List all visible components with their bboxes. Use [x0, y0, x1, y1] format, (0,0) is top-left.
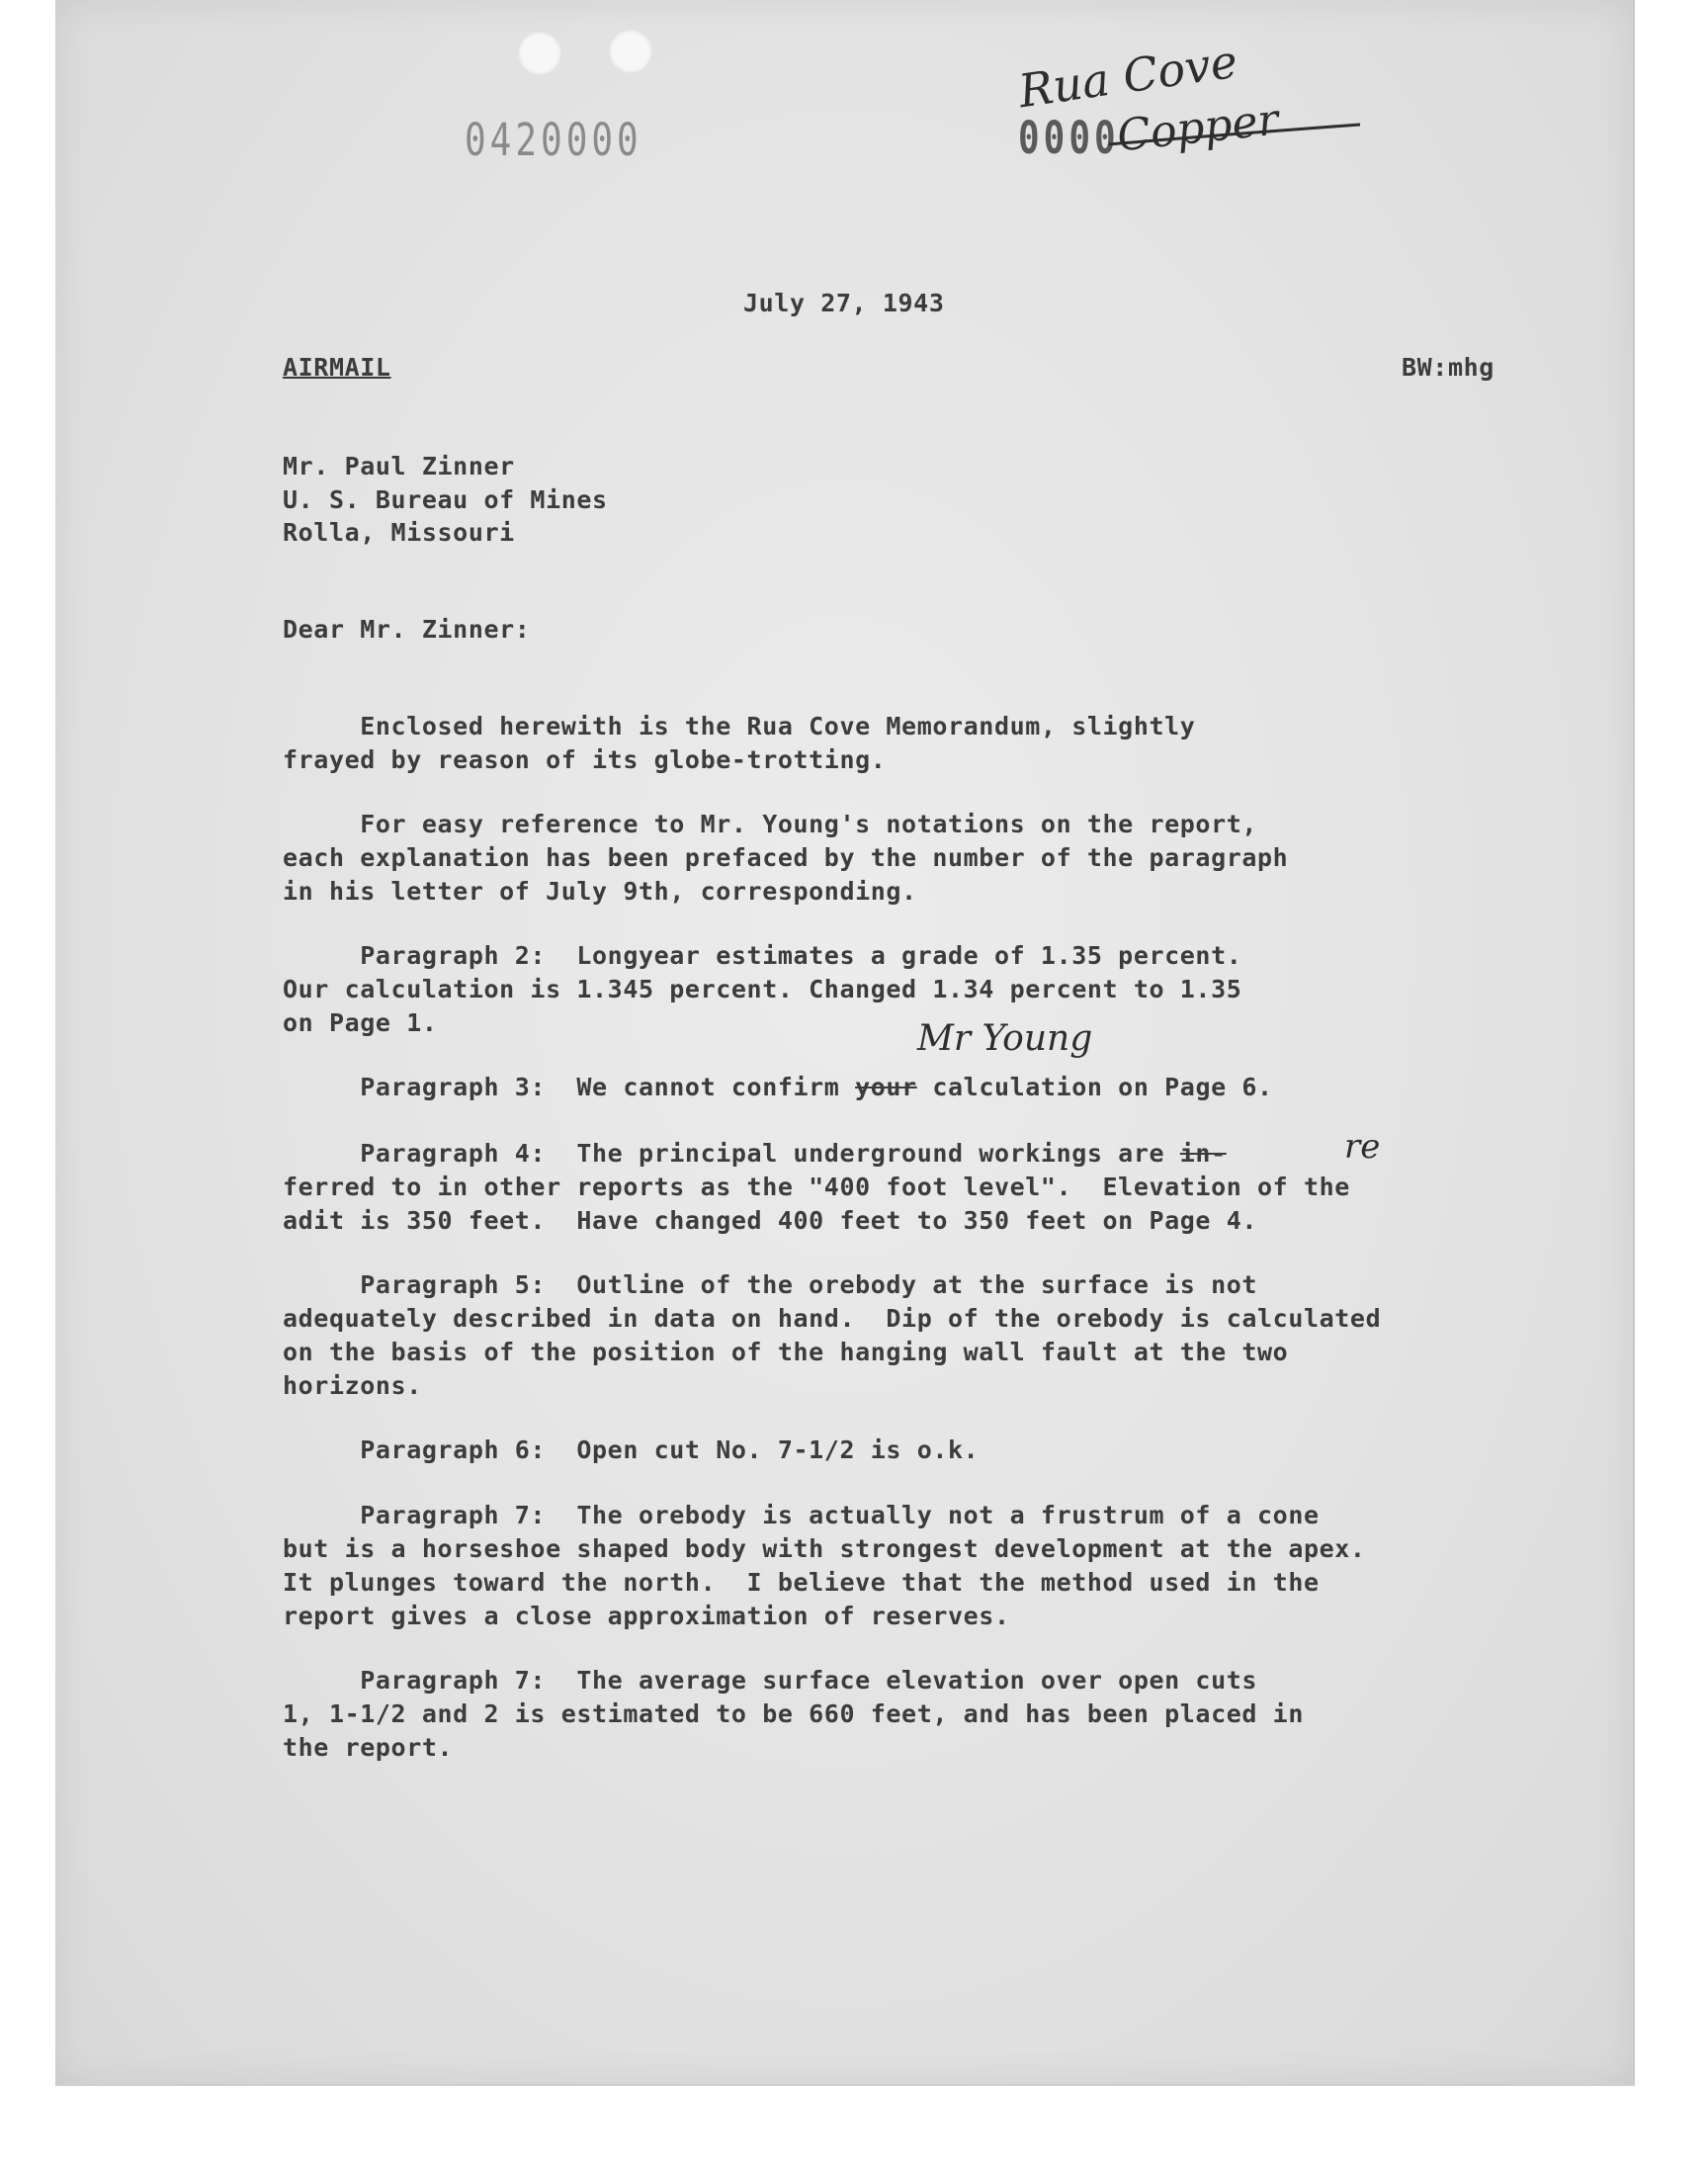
body-line: the report. [283, 1733, 454, 1762]
struck-text: your [855, 1073, 917, 1101]
body-line: Paragraph 2: Longyear estimates a grade of 1.35 percent. [283, 941, 1242, 970]
body-line: in his letter of July 9th, corresponding. [283, 877, 917, 906]
body-line: frayed by reason of its globe-trotting. [283, 745, 887, 774]
body-line: Paragraph 7: The orebody is actually not a frustrum of a cone [283, 1501, 1320, 1529]
body-line: adequately described in data on hand. Dip of the orebody is calculated [283, 1304, 1382, 1333]
body-line: ferred to in other reports as the "400 foot level". Elevation of the [283, 1173, 1350, 1201]
file-number-stamp: 0420000 [465, 115, 642, 167]
body-text: calculation on Page 6. [916, 1073, 1273, 1101]
body-line: adit is 350 feet. Have changed 400 feet to 350 feet on Page 4. [283, 1206, 1258, 1235]
address-line: U. S. Bureau of Mines [283, 485, 608, 514]
handwritten-note-subject: Copper [1114, 94, 1281, 162]
handwritten-insert: re [1344, 1127, 1381, 1167]
body-line: Paragraph 5: Outline of the orebody at the surface is not [283, 1270, 1258, 1299]
body-line: report gives a close approximation of reserves. [283, 1602, 1010, 1630]
airmail-label: AIRMAIL [283, 353, 391, 382]
address-line: Mr. Paul Zinner [283, 452, 515, 480]
body-line: 1, 1-1/2 and 2 is estimated to be 660 feet, and has been placed in [283, 1699, 1304, 1728]
body-line: on Page 1. [283, 1008, 438, 1037]
body-line: each explanation has been prefaced by the number of the paragraph [283, 843, 1289, 872]
body-line: but is a horseshoe shaped body with strongest development at the apex. [283, 1534, 1366, 1563]
body-line: For easy reference to Mr. Young's notations on the report, [283, 810, 1258, 838]
body-line: Paragraph 7: The average surface elevation over open cuts [283, 1666, 1258, 1695]
body-line [283, 1071, 1273, 1104]
body-line: horizons. [283, 1371, 422, 1400]
body-line: It plunges toward the north. I believe that the method used in the [283, 1568, 1320, 1597]
punch-hole [518, 32, 561, 75]
salutation: Dear Mr. Zinner: [283, 615, 531, 644]
address-line: Rolla, Missouri [283, 518, 515, 547]
typist-initials: BW:mhg [1402, 353, 1494, 382]
punch-hole [609, 30, 652, 73]
body-line: Our calculation is 1.345 percent. Changed 1.34 percent to 1.35 [283, 975, 1242, 1003]
body-line: Enclosed herewith is the Rua Cove Memorandum, slightly [283, 712, 1196, 740]
body-line: on the basis of the position of the hanging wall fault at the two [283, 1338, 1289, 1366]
handwritten-insert: Mr Young [917, 1018, 1093, 1059]
handwritten-note-title: Rua Cove [1015, 34, 1241, 119]
handwritten-underline [1107, 117, 1364, 156]
body-text: Paragraph 4: The principal underground workings are [283, 1139, 1180, 1168]
body-line [283, 1137, 1227, 1171]
body-text: Paragraph 3: We cannot confirm [283, 1073, 856, 1101]
letter-date: July 27, 1943 [743, 289, 945, 317]
file-number-stamp-right: 0000 [1018, 113, 1120, 165]
struck-text: in- [1179, 1139, 1227, 1168]
body-line: Paragraph 6: Open cut No. 7-1/2 is o.k. [283, 1436, 980, 1464]
